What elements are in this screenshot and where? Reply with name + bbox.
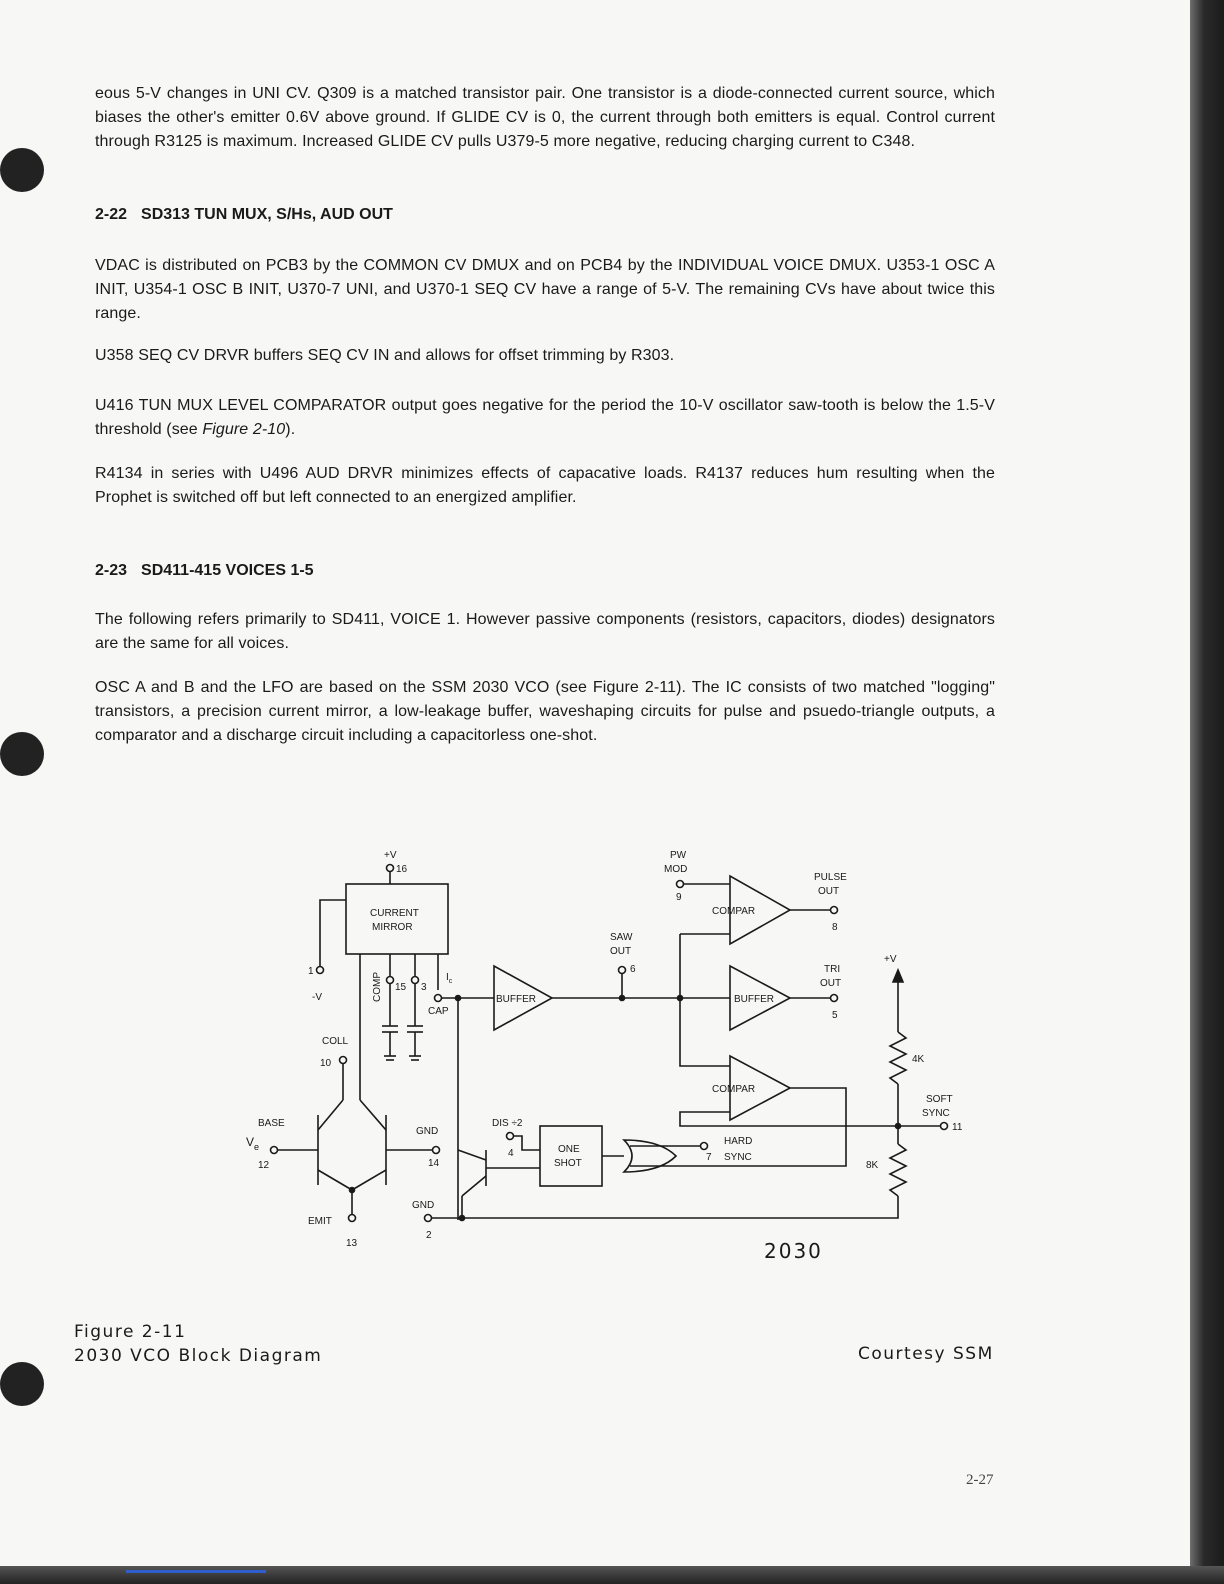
- one-shot-block: [540, 1126, 602, 1186]
- page-number: 2-27: [966, 1472, 994, 1488]
- pulse-out-label-2: OUT: [818, 886, 840, 897]
- resistor-4k-label: 4K: [912, 1054, 925, 1065]
- coll-label: COLL: [322, 1036, 349, 1047]
- pulse-out-label-1: PULSE: [814, 872, 847, 883]
- pin-8-label: 8: [832, 922, 838, 933]
- tri-out-label-1: TRI: [824, 964, 841, 975]
- pin-16-label: 16: [396, 864, 408, 875]
- pin-1-label: 1: [308, 966, 314, 977]
- soft-sync-label-2: SYNC: [922, 1108, 950, 1119]
- pin-10-label: 10: [320, 1058, 332, 1069]
- section-number: 2-23: [95, 562, 128, 579]
- r4134-paragraph: R4134 in series with U496 AUD DRVR minimizes effects of capacative loads. R4137 reduces hum resulting when the Prophet is switched off but left connected to an energized amplifier.: [95, 465, 995, 506]
- hard-sync-label-1: HARD: [724, 1136, 753, 1147]
- pin-6-label: 6: [630, 964, 636, 975]
- pin-14-label: 14: [428, 1158, 440, 1169]
- buffer-label-1: BUFFER: [496, 994, 536, 1005]
- pin-11-label: 11: [952, 1122, 963, 1133]
- saw-out-label-2: OUT: [610, 946, 632, 957]
- buffer-label-2: BUFFER: [734, 994, 774, 1005]
- figure-caption-title: 2030 VCO Block Diagram: [74, 1346, 323, 1366]
- u416-figure-ref: Figure 2-10: [202, 421, 286, 438]
- following-paragraph: The following refers primarily to SD411, VOICE 1. However passive components (resistors, capacitors, diodes) designators are the same for all voices.: [95, 611, 995, 652]
- vdac-paragraph: VDAC is distributed on PCB3 by the COMMON CV DMUX and on PCB4 by the INDIVIDUAL VOICE DMUX. U353-1 OSC A INIT, U354-1 OSC B INIT, U370-7 UNI, and U370-1 SEQ CV have a range of 5-V. The remaining CVs have about twice this range.: [95, 257, 995, 322]
- pin-15-label: 15: [395, 982, 407, 993]
- figure-caption-number: Figure 2-11: [74, 1322, 187, 1342]
- pin-12-label: 12: [258, 1160, 270, 1171]
- u416-text-end: ).: [285, 421, 296, 438]
- pin-7-label: 7: [706, 1152, 712, 1163]
- section-number: 2-22: [95, 206, 128, 223]
- pw-mod-label-1: PW: [670, 850, 687, 861]
- gnd-label-b: GND: [412, 1200, 435, 1211]
- tri-out-label-2: OUT: [820, 978, 842, 989]
- base-label: BASE: [258, 1118, 285, 1129]
- emit-label: EMIT: [308, 1216, 332, 1227]
- minus-v-label: -V: [312, 992, 322, 1003]
- u358-paragraph: U358 SEQ CV DRVR buffers SEQ CV IN and allows for offset trimming by R303.: [95, 347, 675, 364]
- plus-v-label: +V: [384, 850, 397, 861]
- cap-label: CAP: [428, 1006, 449, 1017]
- ic-label: $I_c$: [446, 972, 453, 985]
- section-title: SD411-415 VOICES 1-5: [141, 562, 314, 579]
- soft-sync-label-1: SOFT: [926, 1094, 953, 1105]
- pin-13-label: 13: [346, 1238, 358, 1249]
- current-mirror-block: [346, 884, 448, 954]
- figure-courtesy: Courtesy SSM: [858, 1344, 994, 1364]
- current-mirror-label-2: MIRROR: [372, 922, 413, 933]
- hard-sync-label-2: SYNC: [724, 1152, 752, 1163]
- pin-2-label: 2: [426, 1230, 432, 1241]
- diagram-title: 2030: [764, 1239, 823, 1263]
- comp-label: COMP: [372, 972, 383, 1002]
- one-shot-label-1: ONE: [558, 1144, 580, 1155]
- osc-paragraph: OSC A and B and the LFO are based on the SSM 2030 VCO (see Figure 2-11). The IC consists of two matched "logging" transistors, a precision current mirror, a low-leakage buffer, waveshaping circuits for pulse and psuedo-triangle outputs, a comparator and a discharge circuit including a capacitorless one-shot.: [95, 679, 995, 744]
- pin-3-label: 3: [421, 982, 427, 993]
- u416-text: U416 TUN MUX LEVEL COMPARATOR output goes negative for the period the 10-V oscillator saw-tooth is below the 1.5-V threshold (see: [95, 397, 995, 438]
- compar-label-1: COMPAR: [712, 906, 756, 917]
- one-shot-label-2: SHOT: [554, 1158, 582, 1169]
- section-title: SD313 TUN MUX, S/Hs, AUD OUT: [141, 206, 393, 223]
- pin-5-label: 5: [832, 1010, 838, 1021]
- pin-9-label: 9: [676, 892, 682, 903]
- dis-label: DIS ÷2: [492, 1118, 523, 1129]
- pin-4-label: 4: [508, 1148, 514, 1159]
- compar-label-2: COMPAR: [712, 1084, 756, 1095]
- gnd-label-a: GND: [416, 1126, 439, 1137]
- resistor-8k-label: 8K: [866, 1160, 879, 1171]
- current-mirror-label-1: CURRENT: [370, 908, 419, 919]
- intro-paragraph: eous 5-V changes in UNI CV. Q309 is a matched transistor pair. One transistor is a diode-connected current source, which biases the other's emitter 0.6V above ground. If GLIDE CV is 0, the current through both emitters is equal. Control current through R3125 is maximum. Increased GLIDE CV pulls U379-5 more negative, reducing charging current to C348.: [95, 85, 995, 150]
- plus-v-right-label: +V: [884, 954, 897, 965]
- pw-mod-label-2: MOD: [664, 864, 688, 875]
- saw-out-label-1: SAW: [610, 932, 633, 943]
- ve-label: $V_e$: [246, 1135, 260, 1152]
